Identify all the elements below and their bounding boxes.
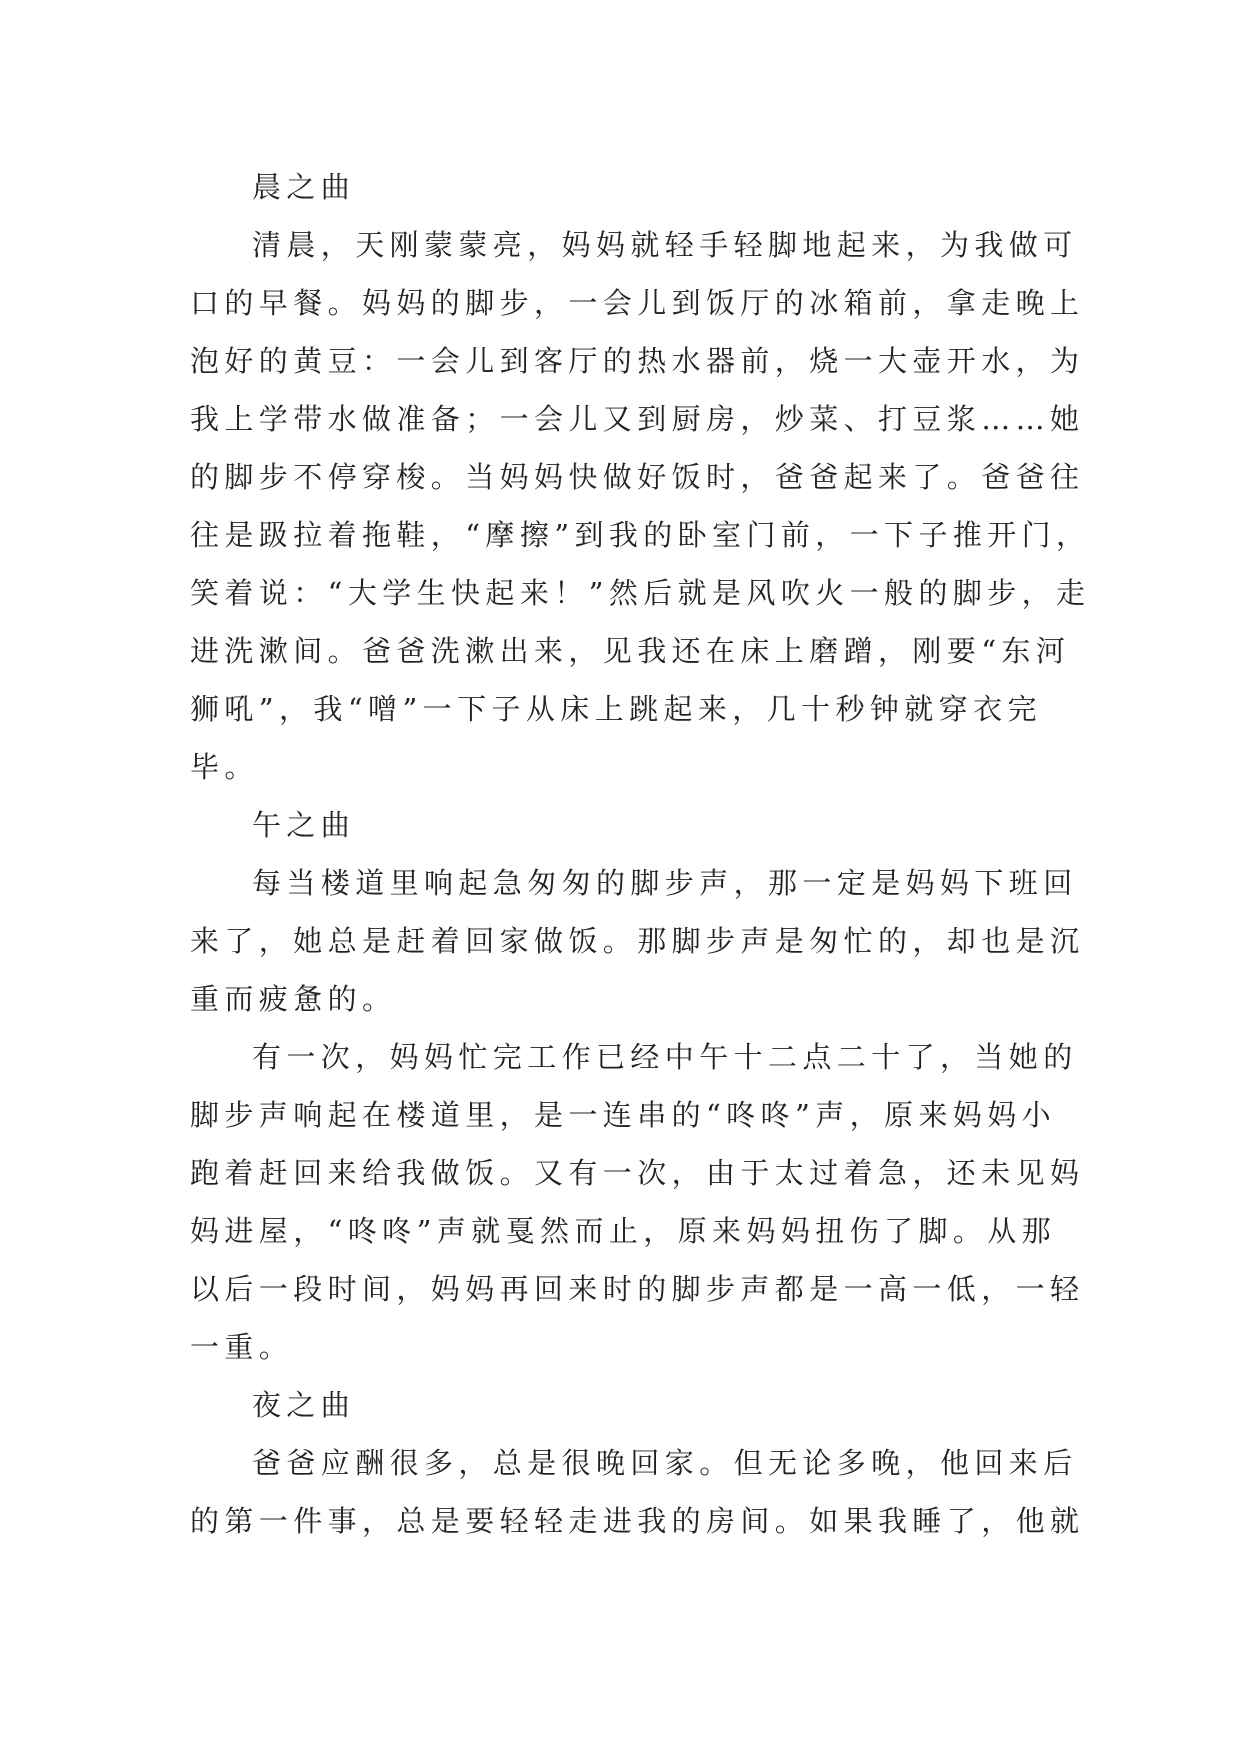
section-heading-night: 夜之曲 xyxy=(252,1388,356,1422)
text-line: 妈进屋，“咚咚”声就戛然而止，原来妈妈扭伤了脚。从那 xyxy=(190,1214,1057,1248)
paragraph-night xyxy=(190,1434,1085,1550)
text-line: 以后一段时间，妈妈再回来时的脚步声都是一高一低，一轻 xyxy=(190,1272,1085,1306)
text-line: 笑着说：“大学生快起来！”然后就是风吹火一般的脚步，走 xyxy=(190,576,1091,610)
text-line: 狮吼”，我“噌”一下子从床上跳起来，几十秒钟就穿衣完 xyxy=(190,692,1042,726)
text-line: 口的早餐。妈妈的脚步，一会儿到饭厅的冰箱前，拿走晚上 xyxy=(190,286,1085,320)
text-line: 的脚步不停穿梭。当妈妈快做好饭时，爸爸起来了。爸爸往 xyxy=(190,460,1085,494)
paragraph-noon-2 xyxy=(190,1028,1085,1376)
document-body xyxy=(190,158,1091,1550)
text-line: 每当楼道里响起急匆匆的脚步声，那一定是妈妈下班回 xyxy=(252,866,1078,900)
text-line: 泡好的黄豆：一会儿到客厅的热水器前，烧一大壶开水，为 xyxy=(190,344,1085,378)
text-line: 跑着赶回来给我做饭。又有一次，由于太过着急，还未见妈 xyxy=(190,1156,1085,1190)
text-line: 一重。 xyxy=(190,1330,294,1364)
text-line: 的第一件事，总是要轻轻走进我的房间。如果我睡了，他就 xyxy=(190,1504,1085,1538)
text-line: 重而疲惫的。 xyxy=(190,982,397,1016)
paragraph-noon-1 xyxy=(190,854,1085,1028)
text-line: 清晨，天刚蒙蒙亮，妈妈就轻手轻脚地起来，为我做可 xyxy=(252,228,1078,262)
text-line: 爸爸应酬很多，总是很晚回家。但无论多晚，他回来后 xyxy=(252,1446,1078,1480)
paragraph-morning xyxy=(190,216,1091,796)
section-heading-morning: 晨之曲 xyxy=(252,170,356,204)
text-line: 我上学带水做准备；一会儿又到厨房，炒菜、打豆浆……她 xyxy=(190,402,1085,436)
section-heading-noon: 午之曲 xyxy=(252,808,356,842)
text-line: 脚步声响起在楼道里，是一连串的“咚咚”声，原来妈妈小 xyxy=(190,1098,1057,1132)
text-line: 毕。 xyxy=(190,750,259,784)
text-line: 往是趿拉着拖鞋，“摩擦”到我的卧室门前，一下子推开门， xyxy=(190,518,1091,552)
text-line: 来了，她总是赶着回家做饭。那脚步声是匆忙的，却也是沉 xyxy=(190,924,1085,958)
text-line: 进洗漱间。爸爸洗漱出来，见我还在床上磨蹭，刚要“东河 xyxy=(190,634,1071,668)
text-line: 有一次，妈妈忙完工作已经中午十二点二十了，当她的 xyxy=(252,1040,1078,1074)
